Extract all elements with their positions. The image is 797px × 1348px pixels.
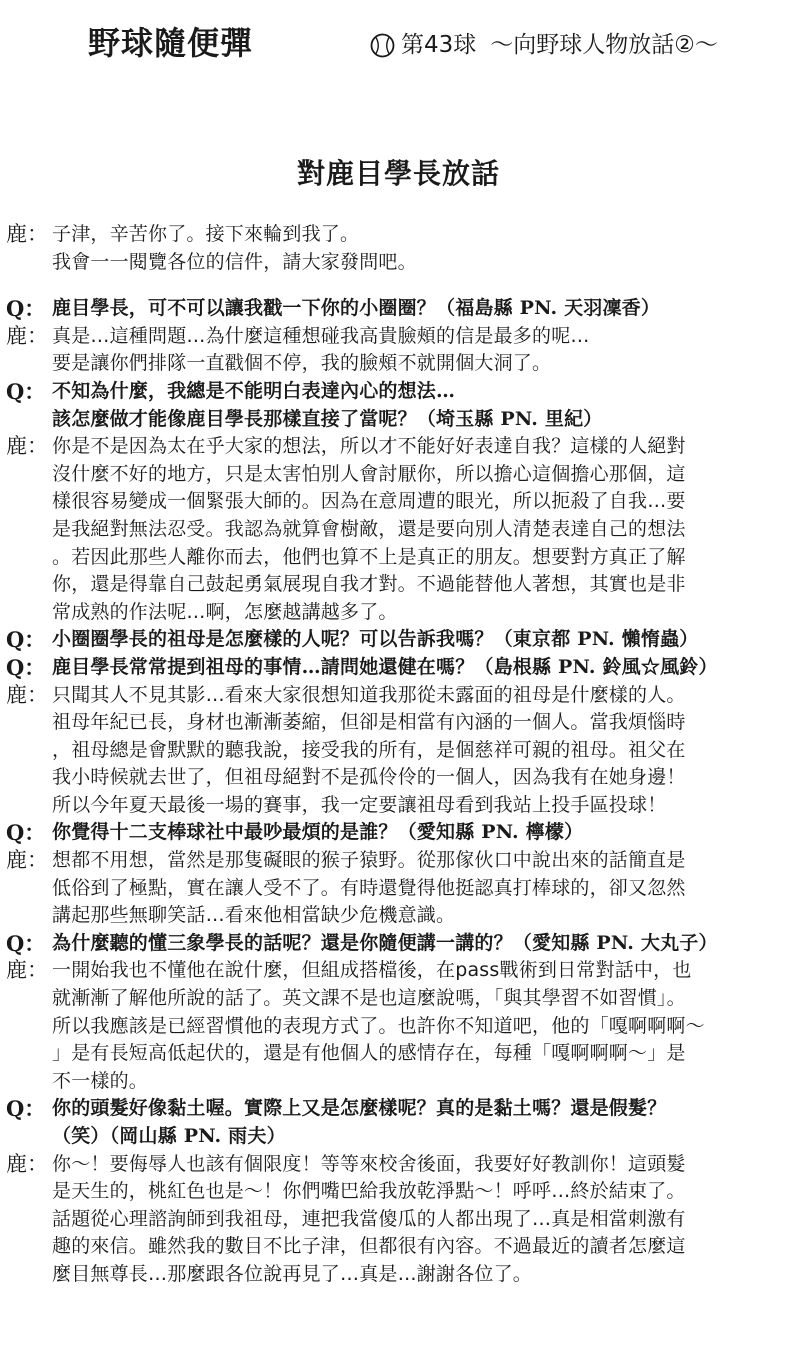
text-line: （笑）（岡山縣 PN. 雨夫） [52,1125,286,1147]
question-text [52,1095,797,1150]
question-entry [0,378,797,433]
text-line: 你，還是得靠自己鼓起勇氣展現自我才對。不過能替他人著想，其實也是非 [52,573,686,596]
text-line: 祖母年紀已長，身材也漸漸萎縮，但卻是相當有內涵的一個人。當我煩惱時 [52,711,686,734]
text-line: 要是讓你們排隊一直戳個不停，我的臉頰不就開個大洞了。 [52,352,552,375]
text-line: 你的頭髮好像黏土喔。實際上又是怎麼樣呢？真的是黏土嗎？還是假髮？ [52,1097,667,1120]
text-line: 是我絕對無法忍受。我認為就算會樹敵，還是要向別人清楚表達自己的想法 [52,517,686,540]
answer-entry [0,433,797,626]
text-line: 所以今年夏天最後一場的賽事，我一定要讓祖母看到我站上投手區投球！ [52,793,667,816]
answer-entry [0,847,797,930]
text-line: 話題從心理諮詢師到我祖母，連把我當傻瓜的人都出現了…真是相當刺激有 [52,1207,686,1230]
question-marker: Q： [6,627,46,653]
text-line: 我小時候就去世了，但祖母絕對不是孤伶伶的一個人，因為我有在她身邊！ [52,766,686,789]
speaker-label: 鹿： [6,434,48,459]
text-line: 樣很容易變成一個緊張大師的。因為在意周遭的眼光，所以扼殺了自我…要 [52,490,686,513]
text-line: 子津，辛苦你了。接下來輪到我了。 [52,223,360,245]
answer-text [52,323,797,378]
question-text [52,626,797,654]
speaker-label: 鹿： [6,848,48,873]
text-line: 就漸漸了解他所說的話了。英文課不是也這麼說嗎，「與其學習不如習慣」。 [52,987,686,1010]
episode-header [370,26,718,64]
answer-entry [0,1151,797,1289]
text-line: ，祖母總是會默默的聽我說，接受我的所有，是個慈祥可親的祖母。祖父在 [52,738,686,761]
question-text [52,654,797,682]
speaker-label: 鹿： [6,323,48,348]
text-line: 一開始我也不懂他在說什麼，但組成搭檔後，在pass戰術到日常對話中，也 [52,959,692,982]
baseball-icon [370,33,395,58]
question-entry [0,654,797,682]
text-line: 鹿目學長常常提到祖母的事情…請問她還健在嗎？（島根縣 PN. 鈴風☆風鈴） [52,655,718,678]
text-line: 你～！要侮辱人也該有個限度！等等來校舍後面，我要好好教訓你！這頭髮 [52,1152,686,1175]
question-entry [0,819,797,847]
text-line: 只聞其人不見其影…看來大家很想知道我那從未露面的祖母是什麼樣的人。 [52,683,686,706]
speaker-label: 鹿： [6,958,48,983]
answer-text [52,433,797,626]
text-line: 真是…這種問題…為什麼這種想碰我高貴臉頰的信是最多的呢… [52,324,590,347]
speaker-label: 鹿： [6,682,48,707]
text-line: 你覺得十二支棒球社中最吵最煩的是誰？（愛知縣 PN. 檸檬） [52,821,584,844]
answer-text [52,847,797,930]
question-text [52,930,797,958]
text-line: 鹿目學長，可不可以讓我戳一下你的小圈圈？（福島縣 PN. 天羽凜香） [52,297,661,320]
question-entry [0,626,797,654]
text-line: 。若因此那些人離你而去，他們也算不上是真正的朋友。想要對方真正了解 [52,545,686,568]
question-entry [0,295,797,323]
question-entry [0,1095,797,1150]
text-line: 不一樣的。 [52,1069,149,1092]
answer-text [52,682,797,820]
answer-text [52,957,797,1095]
text-line: 沒什麼不好的地方，只是太害怕別人會討厭你，所以擔心這個擔心那個，這 [52,462,686,485]
text-line: 所以我應該是已經習慣他的表現方式了。也許你不知道吧，他的「嘎啊啊啊～ [52,1014,705,1037]
text-line: 我會一一閱覽各位的信件，請大家發問吧。 [52,250,417,273]
text-line: 麼目無尊長…那麼跟各位說再見了…真是…謝謝各位了。 [52,1262,533,1285]
answer-entry [0,957,797,1095]
question-marker: Q： [6,296,46,322]
text-line: 想都不用想，當然是那隻礙眼的猴子猿野。從那傢伙口中說出來的話簡直是 [52,849,686,872]
text-line: 是天生的，桃紅色也是～！你們嘴巴給我放乾淨點～！呼呼…終於結束了。 [52,1180,686,1203]
text-line: 低俗到了極點，實在讓人受不了。有時還覺得他挺認真打棒球的，卻又忽然 [52,876,686,899]
question-marker: Q： [6,930,46,956]
speaker-label: 鹿： [6,222,48,246]
question-text [52,819,797,847]
answer-entry [0,221,797,276]
question-marker: Q： [6,820,46,846]
text-line: 趣的來信。雖然我的數目不比子津，但都很有內容。不過最近的讀者怎麼這 [52,1235,686,1258]
answer-text [52,221,797,276]
text-line: 不知為什麼，我總是不能明白表達內心的想法… [52,379,456,402]
text-line: 講起那些無聊笑話…看來他相當缺少危機意識。 [52,904,456,927]
answer-text [52,1151,797,1289]
question-marker: Q： [6,378,46,404]
text-line: 常成熟的作法呢…啊，怎麼越講越多了。 [52,600,398,623]
column-title: 野球隨便彈 [88,24,254,62]
answer-entry [0,682,797,820]
question-marker: Q： [6,1096,46,1122]
answer-entry [0,323,797,378]
text-line: 小圈圈學長的祖母是怎麼樣的人呢？可以告訴我嗎？（東京都 PN. 懶惰蟲） [52,628,699,651]
speaker-label: 鹿： [6,1151,48,1176]
question-text [52,378,797,433]
question-marker: Q： [6,654,46,680]
text-line: 該怎麼做才能像鹿目學長那樣直接了當呢？（埼玉縣 PN. 里紀） [52,407,603,430]
episode-number: 第43球 [401,32,477,58]
question-text [52,295,797,323]
qa-section [0,221,797,1289]
text-line: 為什麼聽的懂三象學長的話呢？還是你隨便講一講的？（愛知縣 PN. 大丸子） [52,931,718,954]
text-line: 你是不是因為太在乎大家的想法，所以才不能好好表達自我？這樣的人絕對 [52,435,686,458]
text-line: 」是有長短高低起伏的，還是有他個人的感情存在，每種「嘎啊啊啊～」是 [52,1042,686,1065]
page-title: 對鹿目學長放話 [296,157,500,190]
episode-subtitle: ～向野球人物放話②～ [490,32,718,58]
question-entry [0,930,797,958]
